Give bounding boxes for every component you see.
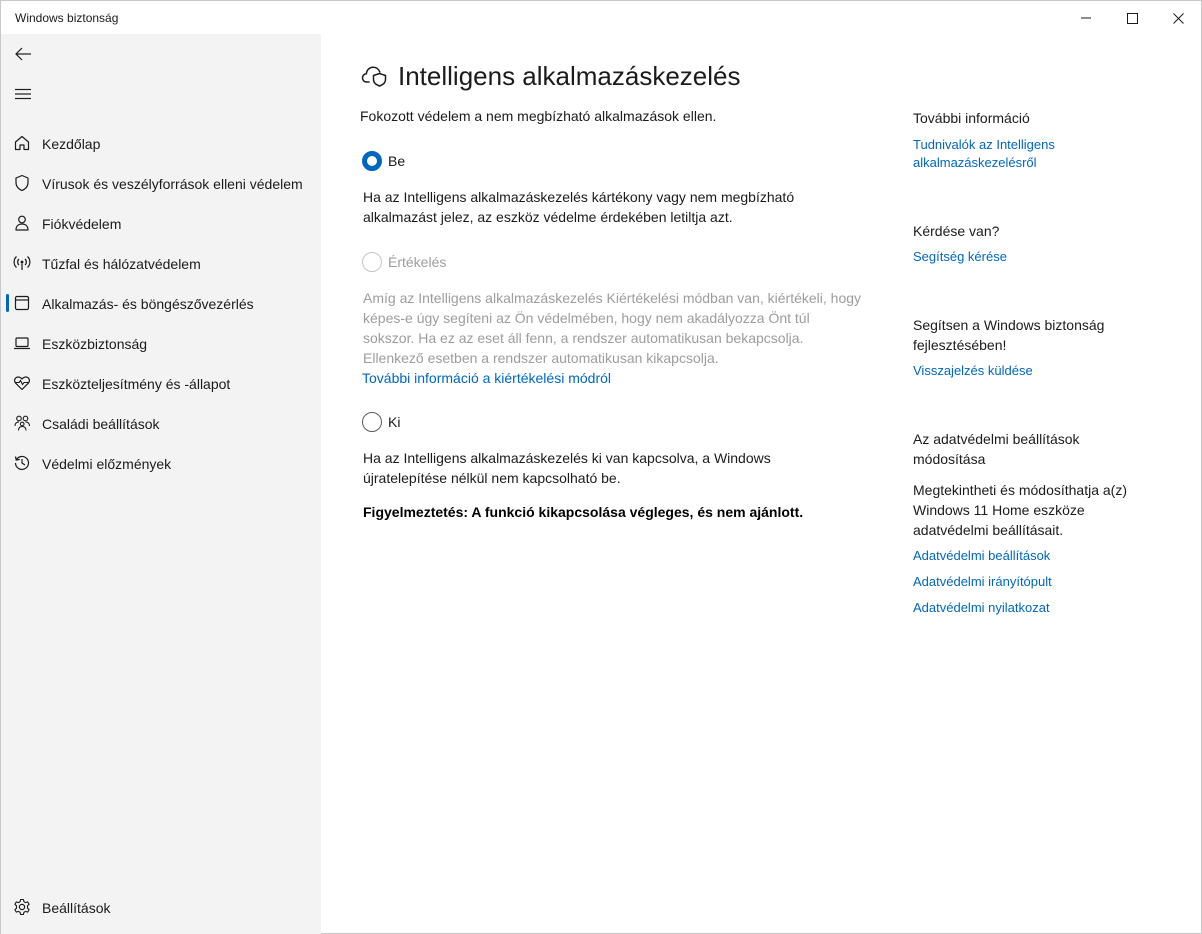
sidebar-item-firewall[interactable] (1, 245, 321, 281)
privacy-settings-link[interactable]: Adatvédelmi beállítások (913, 548, 1051, 563)
privacy-section (913, 429, 1173, 617)
sidebar-item-family-options[interactable] (1, 405, 321, 441)
active-indicator (6, 294, 9, 312)
menu-button[interactable] (7, 78, 39, 110)
hamburger-menu-icon (15, 88, 31, 100)
question-heading: Kérdése van? (913, 223, 1000, 239)
sidebar-item-account-protection[interactable] (1, 205, 321, 241)
sidebar-item-label: Eszközteljesítmény és -állapot (42, 376, 231, 392)
home-icon (13, 134, 31, 152)
sidebar-item-label: Eszközbiztonság (42, 336, 148, 352)
minimize-icon (1081, 13, 1091, 23)
radio-on[interactable] (362, 151, 382, 171)
family-icon (13, 414, 31, 432)
close-button[interactable] (1155, 1, 1201, 35)
privacy-text: Megtekintheti és módosíthatja a(z) Windows 11 Home eszköze adatvédelmi beállításait. (913, 482, 1127, 538)
title-bar[interactable] (1, 1, 1201, 35)
gear-icon (13, 898, 31, 916)
option-on-description: Ha az Intelligens alkalmazáskezelés kártékony vagy nem megbízható alkalmazást jelez, az eszköz védelme érdekében letiltja azt. (363, 189, 795, 225)
sidebar-item-home[interactable] (1, 125, 321, 161)
cloud-shield-icon (361, 62, 389, 93)
sidebar-item-label: Beállítások (42, 900, 111, 916)
option-off-description: Ha az Intelligens alkalmazáskezelés ki van kapcsolva, a Windows újratelepítése nélkül nem kapcsolható be. (363, 450, 771, 486)
get-help-link[interactable]: Segítség kérése (913, 249, 1007, 264)
back-button[interactable] (7, 38, 39, 70)
window-title: Windows biztonság (15, 11, 119, 25)
sidebar-item-app-browser-control[interactable] (1, 285, 321, 321)
app-window-icon (13, 294, 31, 312)
sidebar-item-label: Vírusok és veszélyforrások elleni védelem (42, 176, 303, 192)
sidebar-item-label: Védelmi előzmények (42, 456, 172, 472)
radio-evaluation (362, 252, 382, 272)
page-title: Intelligens alkalmazáskezelés (398, 61, 741, 91)
sidebar-item-label: Fiókvédelem (42, 216, 122, 232)
sidebar-item-virus-protection[interactable] (1, 165, 321, 201)
sidebar-item-device-security[interactable] (1, 325, 321, 361)
person-icon (13, 214, 31, 232)
radio-off[interactable] (362, 412, 382, 432)
send-feedback-link[interactable]: Visszajelzés küldése (913, 363, 1033, 378)
sidebar-item-label: Tűzfal és hálózatvédelem (42, 256, 201, 272)
heart-pulse-icon (13, 374, 31, 392)
question-section (913, 221, 1173, 266)
sidebar-item-label: Alkalmazás- és böngészővezérlés (42, 296, 254, 312)
privacy-dashboard-link[interactable]: Adatvédelmi irányítópult (913, 574, 1052, 589)
privacy-statement-link[interactable]: Adatvédelmi nyilatkozat (913, 600, 1050, 615)
improve-heading: Segítsen a Windows biztonság fejlesztésében! (913, 317, 1105, 353)
sidebar-item-device-performance[interactable] (1, 365, 321, 401)
privacy-heading: Az adatvédelmi beállítások módosítása (913, 431, 1080, 467)
sidebar (1, 34, 321, 934)
close-icon (1173, 13, 1184, 24)
laptop-icon (13, 334, 31, 352)
maximize-button[interactable] (1109, 1, 1155, 35)
maximize-icon (1127, 13, 1138, 24)
sidebar-item-protection-history[interactable] (1, 445, 321, 481)
radio-evaluation-label: Értékelés (388, 254, 447, 270)
history-icon (13, 454, 31, 472)
sidebar-item-label: Családi beállítások (42, 416, 160, 432)
back-arrow-icon (14, 46, 32, 62)
minimize-button[interactable] (1063, 1, 1109, 35)
more-info-heading: További információ (913, 110, 1030, 126)
improve-section (913, 315, 1173, 380)
radio-off-label[interactable]: Ki (388, 414, 401, 430)
evaluation-mode-info-link[interactable]: További információ a kiértékelési módról (362, 370, 611, 386)
shield-icon (13, 174, 31, 192)
sidebar-item-settings[interactable] (1, 889, 321, 925)
antenna-icon (13, 254, 31, 272)
more-info-section (913, 108, 1173, 172)
warning-text: Figyelmeztetés: A funkció kikapcsolása végleges, és nem ajánlott. (363, 504, 804, 520)
page-subtitle: Fokozott védelem a nem megbízható alkalmazások ellen. (360, 108, 717, 124)
smart-app-control-info-link[interactable]: Tudnivalók az Intelligens alkalmazáskezelésről (913, 137, 1055, 170)
main-content (321, 34, 1201, 934)
option-evaluation-description: Amíg az Intelligens alkalmazáskezelés Kiértékelési módban van, kiértékeli, hogy képes-e úgy segíteni az Ön védelmében, hogy nem akadályozza Önt túl sokszor. Ha ez az eset áll fenn, a rendszer automatikusan bekapcsolja. Ellenkező esetben a rendszer automatikusan kikapcsolja. (363, 290, 862, 366)
radio-on-label[interactable]: Be (388, 153, 406, 169)
sidebar-item-label: Kezdőlap (42, 136, 101, 152)
